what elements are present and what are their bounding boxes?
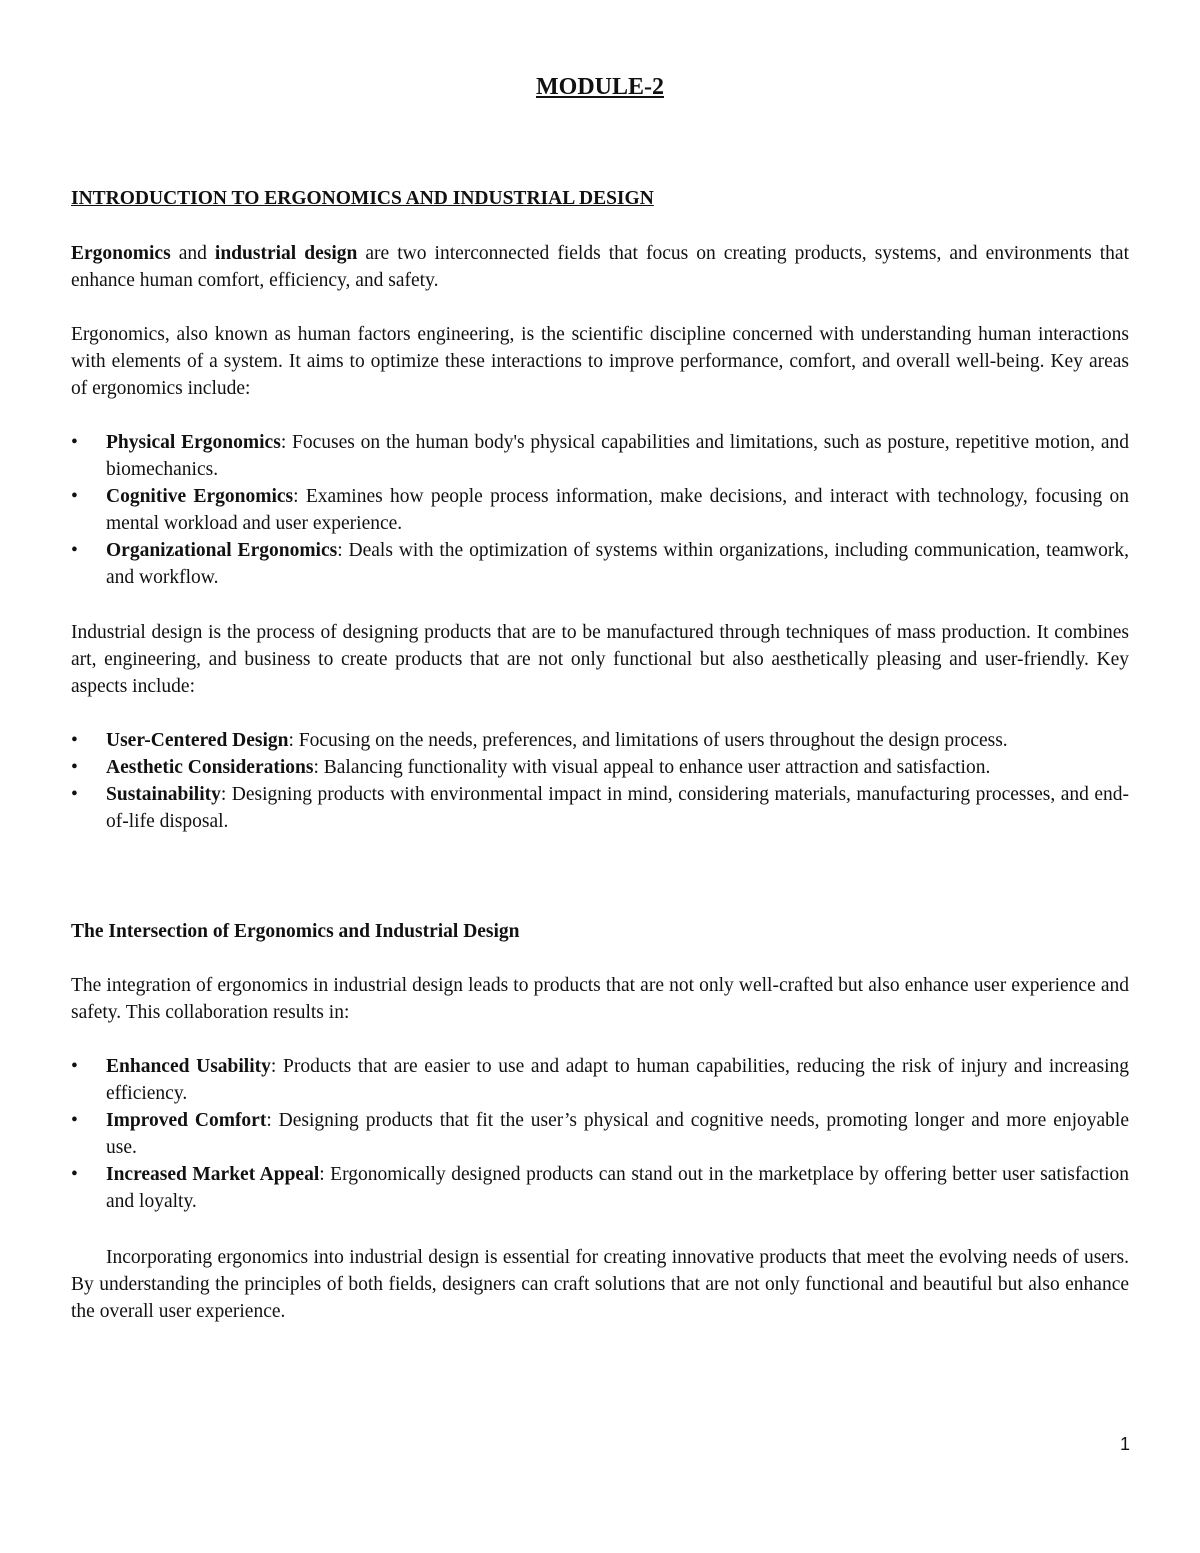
section-heading: INTRODUCTION TO ERGONOMICS AND INDUSTRIAL DESIGN [71,188,654,209]
page-number: 1 [1120,1434,1131,1454]
intro-text: are two interconnected fields that focus on creating products, systems, and environments that enhance human comfort, efficiency, and safety. [71,243,1129,291]
list-item-text: : Designing products with environmental impact in mind, considering materials, manufacturing processes, and end-of-life disposal. [106,784,1129,832]
industrial-design-paragraph [71,619,1129,700]
list-item-term: Organizational Ergonomics [106,540,338,561]
list-item [71,781,1129,835]
list-item-term: Improved Comfort [106,1110,267,1131]
intersection-heading-block [71,918,1129,945]
list-item [71,727,1129,754]
list-item-text: : Focuses on the human body's physical capabilities and limitations, such as posture, repetitive motion, and biomechanics. [106,432,1129,480]
ergonomics-areas-list [71,429,1129,591]
intersection-results-list [71,1053,1129,1215]
list-item-text: : Products that are easier to use and adapt to human capabilities, reducing the risk of injury and increasing efficiency. [106,1056,1129,1104]
list-item-term: User-Centered Design [106,730,289,751]
intro-term-industrial-design: industrial design [214,243,358,264]
list-item-term: Cognitive Ergonomics [106,486,294,507]
ergonomics-text: Ergonomics, also known as human factors engineering, is the scientific discipline concerned with understanding human interactions with elements of a system. It aims to optimize these interactions to improve performance, comfort, and overall well-being. Key areas of ergonomics include: [71,324,1129,399]
list-item-text: : Deals with the optimization of systems within organizations, including communication, teamwork, and workflow. [106,540,1129,588]
list-item-term: Enhanced Usability [106,1056,271,1077]
conclusion-paragraph [71,1244,1129,1325]
list-item-text: : Examines how people process information, make decisions, and interact with technology, focusing on mental workload and user experience. [106,486,1129,534]
intersection-text: The integration of ergonomics in industrial design leads to products that are not only well-crafted but also enhance user experience and safety. This collaboration results in: [71,975,1129,1023]
list-item [71,429,1129,483]
list-item [71,483,1129,537]
intro-paragraph [71,240,1129,294]
conclusion-text: Incorporating ergonomics into industrial design is essential for creating innovative products that meet the evolving needs of users. By understanding the principles of both fields, designers can craft solutions that are not only functional and beautiful but also enhance the overall user experience. [71,1247,1129,1322]
list-item-text: : Ergonomically designed products can stand out in the marketplace by offering better user satisfaction and loyalty. [106,1164,1129,1212]
list-item [71,1053,1129,1107]
bullet-icon: • [71,730,78,751]
bullet-icon: • [71,486,78,507]
industrial-design-aspects-list [71,727,1129,835]
list-item [71,754,1129,781]
list-item-term: Increased Market Appeal [106,1164,320,1185]
intro-term-ergonomics: Ergonomics [71,243,171,264]
list-item [71,1107,1129,1161]
intersection-heading: The Intersection of Ergonomics and Industrial Design [71,921,520,942]
bullet-icon: • [71,784,78,805]
module-title: MODULE-2 [536,74,664,100]
list-item-text: : Focusing on the needs, preferences, and limitations of users throughout the design process. [288,730,1008,751]
bullet-icon: • [71,1164,78,1185]
list-item-term: Physical Ergonomics [106,432,281,453]
industrial-design-text: Industrial design is the process of designing products that are to be manufactured through techniques of mass production. It combines art, engineering, and business to create products that are not only functional but also aesthetically pleasing and user-friendly. Key aspects include: [71,622,1129,697]
list-item [71,1161,1129,1215]
bullet-icon: • [71,1056,78,1077]
intersection-paragraph [71,972,1129,1026]
list-item-term: Sustainability [106,784,221,805]
bullet-icon: • [71,757,78,778]
list-item-term: Aesthetic Considerations [106,757,314,778]
intro-connector: and [170,243,215,264]
bullet-icon: • [71,1110,78,1131]
bullet-icon: • [71,540,78,561]
list-item-text: : Balancing functionality with visual appeal to enhance user attraction and satisfaction. [313,757,991,778]
bullet-icon: • [71,432,78,453]
list-item [71,537,1129,591]
ergonomics-paragraph [71,321,1129,402]
list-item-text: : Designing products that fit the user’s physical and cognitive needs, promoting longer and more enjoyable use. [106,1110,1130,1158]
